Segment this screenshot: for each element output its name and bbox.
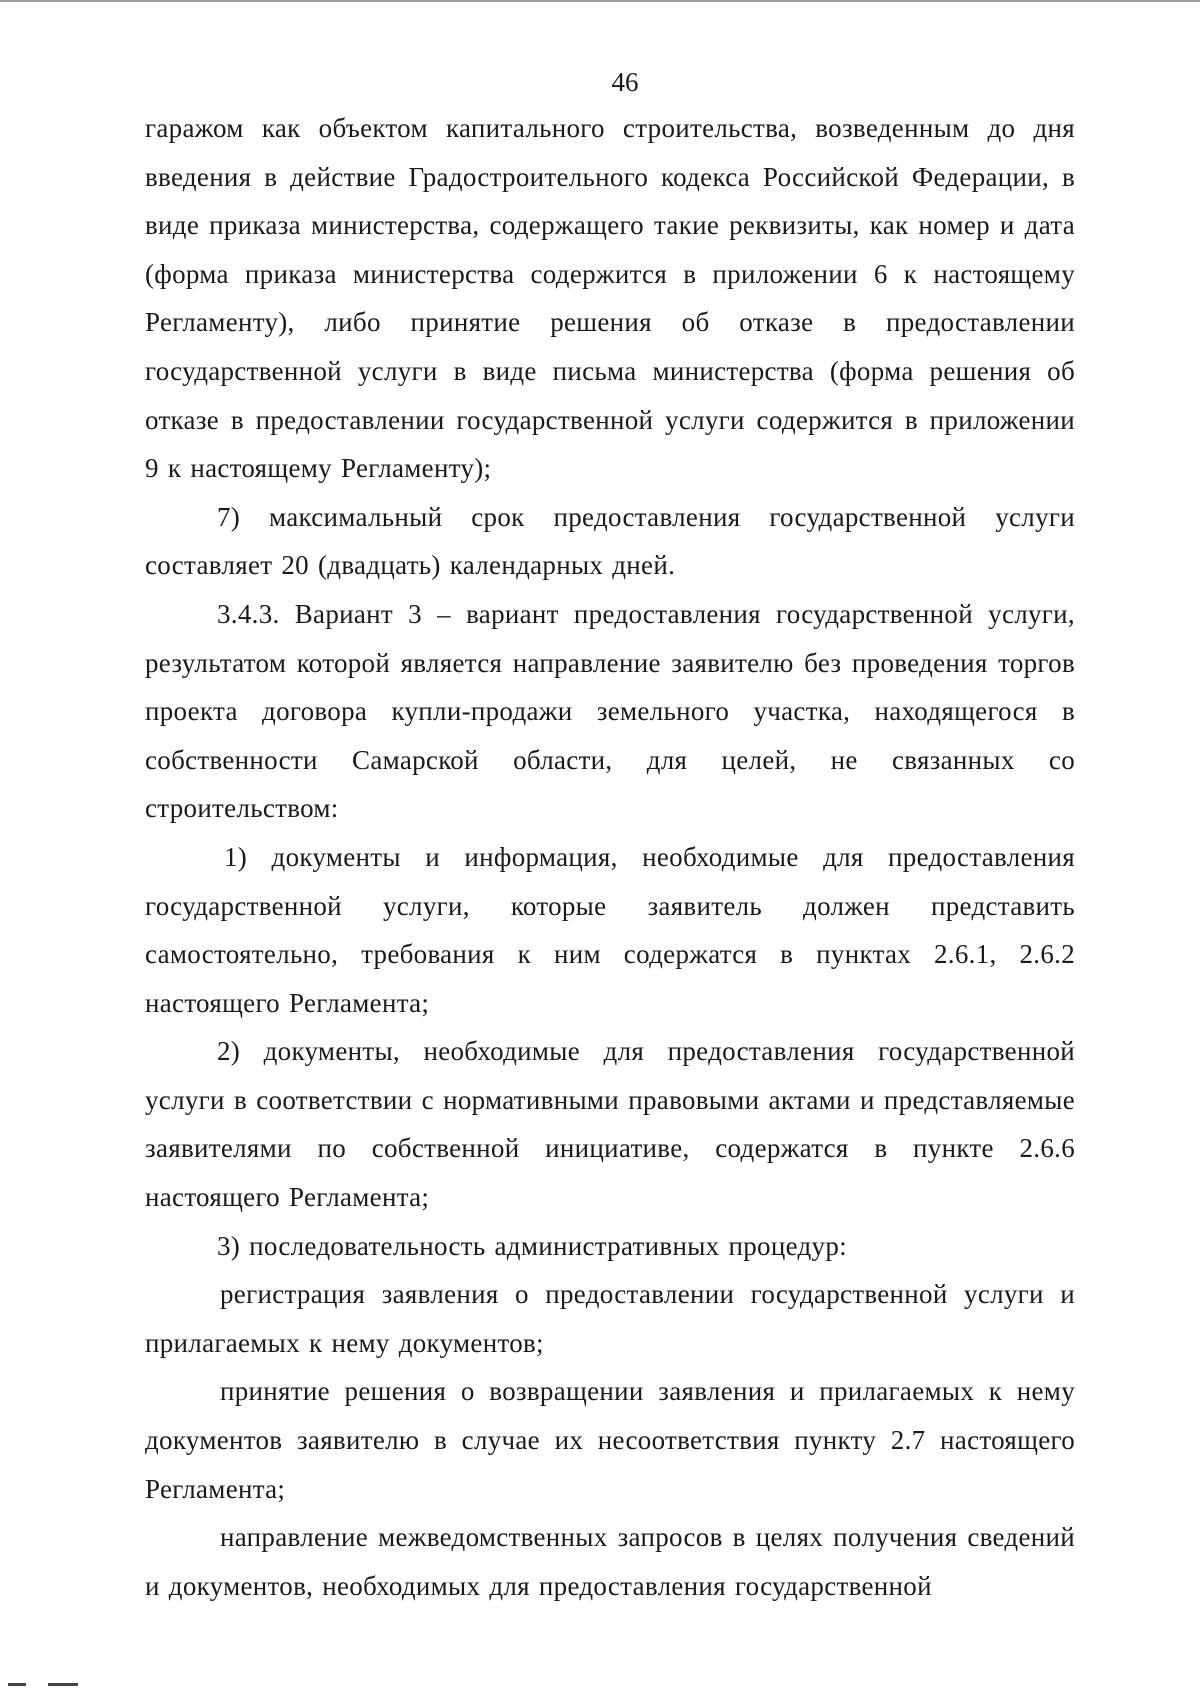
next-page-edge-fragment xyxy=(0,1683,120,1696)
paragraph-interagency-requests: направление межведомственных запросов в целях получения сведений и документов, необходимых для предоставления государственной xyxy=(145,1522,1075,1601)
paragraph-variant-3: 3.4.3. Вариант 3 – вариант предоставления государственной услуги, результатом которой является направление заявителю без проведения торгов проекта договора купли-продажи земельного участка, находящегося в собственности Самарской области, для целей, не связанных со строительством: xyxy=(145,598,1075,824)
document-page xyxy=(145,62,1075,1610)
paragraph-registration: регистрация заявления о предоставлении государственной услуги и прилагаемых к нему документов; xyxy=(145,1279,1075,1358)
paragraph-item-3: 3) последовательность административных процедур: xyxy=(217,1230,847,1261)
page-number: 46 xyxy=(611,67,639,97)
paragraph-item-7: 7) максимальный срок предоставления государственной услуги составляет 20 (двадцать) календарных дней. xyxy=(145,501,1075,581)
paragraph-return-decision: принятие решения о возвращении заявления и прилагаемых к нему документов заявителю в случае их несоответствия пункту 2.7 настоящего Регламента; xyxy=(145,1376,1075,1504)
page-top-edge xyxy=(0,0,1200,2)
paragraph-continuation: гаражом как объектом капитального строительства, возведенным до дня введения в действие Градостроительного кодекса Российской Федерации, в виде приказа министерства, содержащего такие реквизиты, как номер и дата (форма приказа министерства содержится в приложении 6 к настоящему Регламенту), либо принятие решения об отказе в предоставлении государственной услуги в виде письма министерства (форма решения об отказе в предоставлении государственной услуги содержится в приложении 9 к настоящему Регламенту); xyxy=(145,113,1075,484)
paragraph-item-1: 1) документы и информация, необходимые для предоставления государственной услуги, которые заявитель должен представить самостоятельно, требования к ним содержатся в пунктах 2.6.1, 2.6.2 настоящего Регламента; xyxy=(145,841,1075,1018)
paragraph-item-2: 2) документы, необходимые для предоставления государственной услуги в соответствии с нормативными правовыми актами и представляемые заявителями по собственной инициативе, содержатся в пункте 2.6.6 настоящего Регламента; xyxy=(145,1036,1075,1213)
